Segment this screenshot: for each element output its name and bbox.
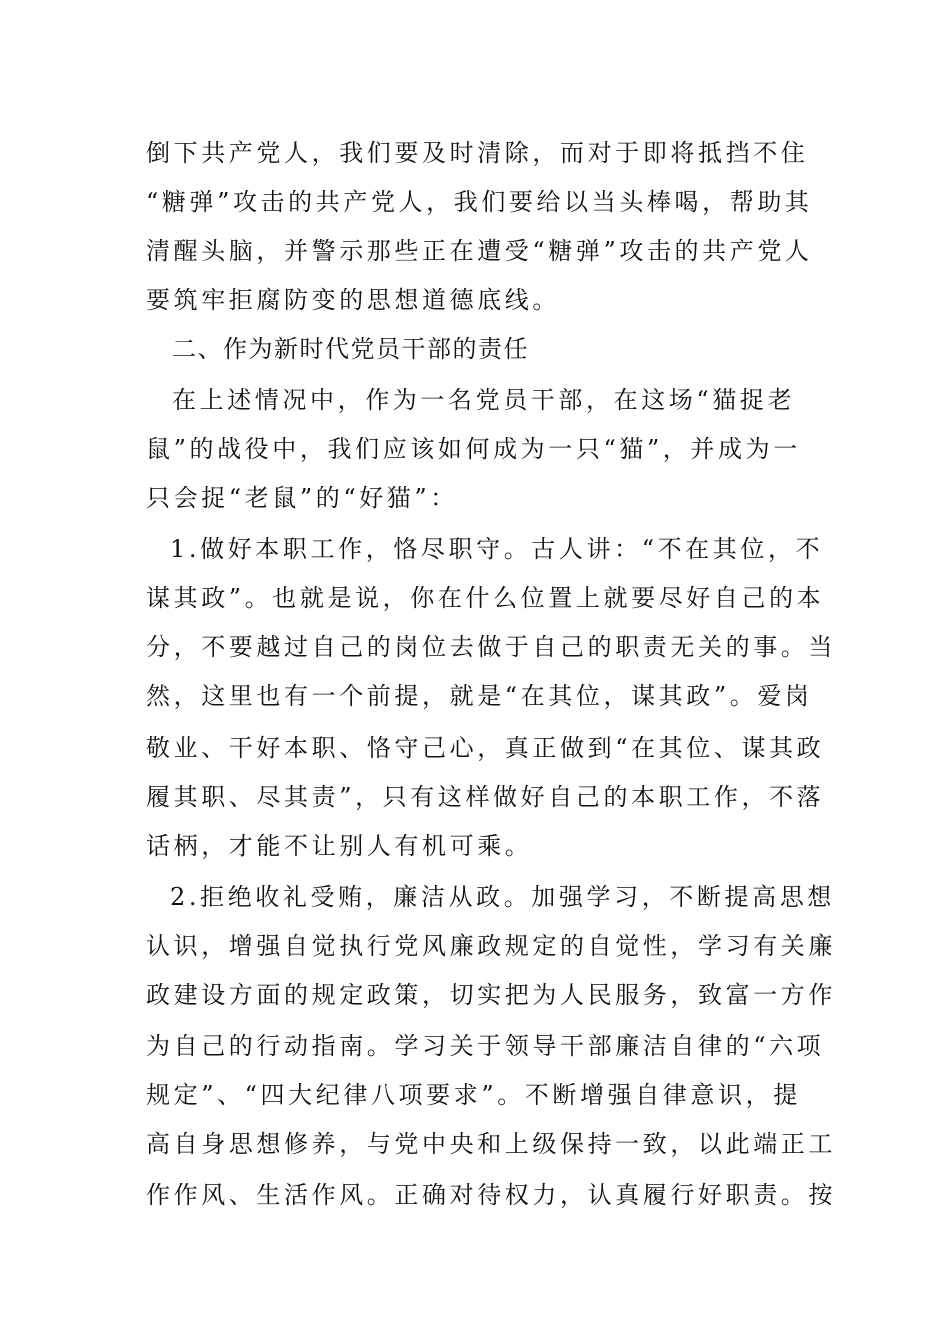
numbered-item-line: 1.做好本职工作，恪尽职守。古人讲：“不在其位，不 bbox=[170, 535, 824, 563]
paragraph-line: 只会捉“老鼠”的“好猫”： bbox=[146, 484, 458, 512]
paragraph-line: 高自身思想修养，与党中央和上级保持一致，以此端正工 bbox=[146, 1130, 836, 1158]
paragraph-line: 规定”、“四大纪律八项要求”。不断增强自律意识，提 bbox=[146, 1081, 801, 1109]
paragraph-line: 要筑牢拒腐防变的思想道德底线。 bbox=[146, 286, 560, 314]
paragraph-line: 鼠”的战役中，我们应该如何成为一只“猫”，并成为一 bbox=[146, 435, 801, 463]
numbered-item-line: 2.拒绝收礼受贿，廉洁从政。加强学习，不断提高思想 bbox=[170, 883, 835, 911]
paragraph-line: 然，这里也有一个前提，就是“在其位，谋其政”。爱岗 bbox=[146, 682, 813, 710]
paragraph-line: 在上述情况中，作为一名党员干部，在这场“猫捉老 bbox=[172, 386, 796, 414]
section-heading: 二、作为新时代党员干部的责任 bbox=[172, 335, 529, 363]
paragraph-line: 为自己的行动指南。学习关于领导干部廉洁自律的“六项 bbox=[146, 1032, 825, 1060]
paragraph-line: 谋其政”。也就是说，你在什么位置上就要尽好自己的本 bbox=[146, 584, 825, 612]
paragraph-line: 敬业、干好本职、恪守己心，真正做到“在其位、谋其政 bbox=[146, 734, 825, 762]
paragraph-line: 认识，增强自觉执行党风廉政规定的自觉性，学习有关廉 bbox=[146, 932, 836, 960]
paragraph-line: 清醒头脑，并警示那些正在遭受“糖弹”攻击的共产党人 bbox=[146, 237, 813, 265]
paragraph-line: 政建设方面的规定政策，切实把为人民服务，致富一方作 bbox=[146, 981, 836, 1009]
paragraph-line: 倒下共产党人，我们要及时清除，而对于即将抵挡不住 bbox=[146, 139, 809, 167]
paragraph-line: 履其职、尽其责”，只有这样做好自己的本职工作，不落 bbox=[146, 783, 825, 811]
paragraph-line: 分，不要越过自己的岗位去做于自己的职责无关的事。当 bbox=[146, 633, 836, 661]
paragraph-line: “糖弹”攻击的共产党人，我们要给以当头棒喝，帮助其 bbox=[146, 188, 813, 216]
paragraph-line: 作作风、生活作风。正确对待权力，认真履行好职责。按 bbox=[146, 1181, 836, 1209]
paragraph-line: 话柄，才能不让别人有机可乘。 bbox=[146, 832, 533, 860]
